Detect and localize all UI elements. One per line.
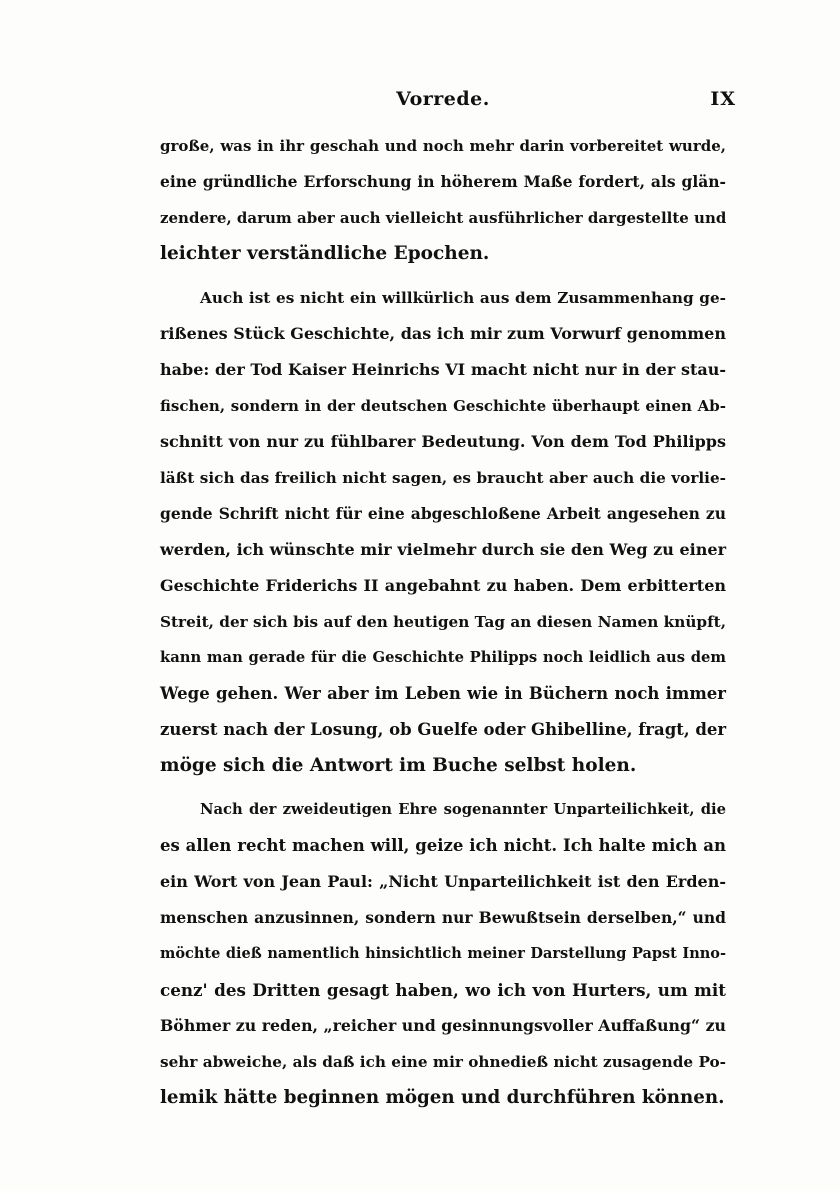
text-line: Auch ist es nicht ein willkürlich aus dem Zusammenhang ge- — [200, 289, 726, 307]
text-line: möge sich die Antwort im Buche selbst holen. — [160, 755, 637, 776]
paragraph-1 — [160, 128, 726, 272]
body-text — [160, 128, 726, 1116]
text-line: eine gründliche Erforschung in höherem Maße fordert, als glän- — [160, 172, 726, 191]
text-line: zendere, darum aber auch vielleicht ausführlicher dargestellte und — [160, 209, 727, 227]
text-line: läßt sich das freilich nicht sagen, es braucht aber auch die vorlie- — [160, 469, 726, 487]
text-line: ein Wort von Jean Paul: „Nicht Unparteilichkeit ist den Erden- — [160, 872, 726, 891]
text-line: Streit, der sich bis auf den heutigen Tag an diesen Namen knüpft, — [160, 613, 726, 631]
text-line: schnitt von nur zu fühlbarer Bedeutung. Von dem Tod Philipps — [160, 432, 726, 451]
text-line: cenz' des Dritten gesagt haben, wo ich von Hurters, um mit — [160, 980, 726, 1000]
text-line: habe: der Tod Kaiser Heinrichs VI macht nicht nur in der stau- — [160, 360, 726, 379]
text-line: zuerst nach der Losung, ob Guelfe oder Ghibelline, fragt, der — [160, 720, 727, 739]
text-line: kann man gerade für die Geschichte Philipps noch leidlich aus dem — [160, 649, 726, 666]
page-number: IX — [710, 88, 736, 110]
text-line: werden, ich wünschte mir vielmehr durch sie den Weg zu einer — [160, 540, 726, 559]
text-line: Wege gehen. Wer aber im Leben wie in Büchern noch immer — [160, 684, 726, 703]
text-line: große, was in ihr geschah und noch mehr darin vorbereitet wurde, — [160, 137, 726, 155]
running-title: Vorrede. — [396, 88, 490, 110]
text-line: sehr abweiche, als daß ich eine mir ohnedieß nicht zusagende Po- — [160, 1053, 726, 1071]
text-line: fischen, sondern in der deutschen Geschichte überhaupt einen Ab- — [160, 397, 726, 415]
text-line: menschen anzusinnen, sondern nur Bewußtsein derselben,“ und — [160, 908, 726, 927]
text-line: es allen recht machen will, geize ich nicht. Ich halte mich an — [160, 836, 726, 855]
text-line: gende Schrift nicht für eine abgeschloßene Arbeit angesehen zu — [160, 504, 726, 523]
text-line: Geschichte Friderichs II angebahnt zu haben. Dem erbitterten — [160, 576, 726, 595]
text-line: Böhmer zu reden, „reicher und gesinnungsvoller Auffaßung“ zu — [160, 1016, 726, 1035]
paragraph-3 — [160, 792, 726, 1116]
text-line: leichter verständliche Epochen. — [160, 243, 490, 264]
text-line: rißenes Stück Geschichte, das ich mir zum Vorwurf genommen — [160, 324, 726, 343]
text-line: lemik hätte beginnen mögen und durchführen können. — [160, 1087, 725, 1108]
text-line: möchte dieß namentlich hinsichtlich meiner Darstellung Papst Inno- — [160, 945, 726, 962]
running-head — [150, 88, 736, 116]
text-line: Nach der zweideutigen Ehre sogenannter Unparteilichkeit, die — [200, 801, 726, 818]
paragraph-2 — [160, 280, 726, 784]
